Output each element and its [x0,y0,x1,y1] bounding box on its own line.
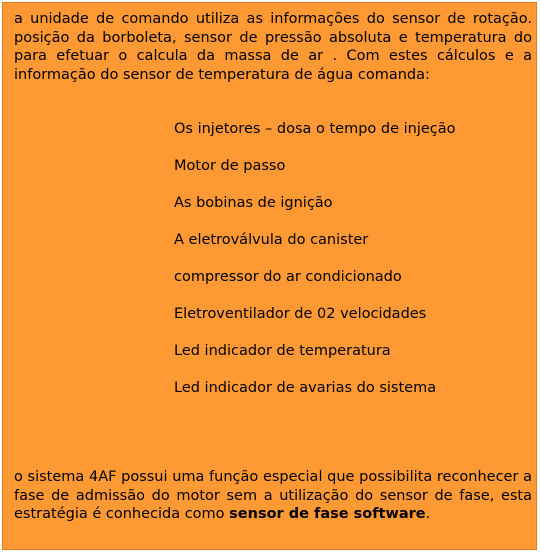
commanded-items-list [174,119,456,415]
list-item: Motor de passo [174,158,286,174]
closing-text: o sistema 4AF possui uma função especial que possibilita reconhecer a fase de admissão do motor sem a utilização do sensor de fase, esta estratégia é conhecida como [14,469,532,522]
list-item: Os injetores – dosa o tempo de injeção [174,121,456,137]
intro-paragraph: a unidade de comando utiliza as informações do sensor de rotação. posição da borboleta, sensor de pressão absoluta e temperatura do para efetuar o calcula da massa de ar . Com estes cálculos e a informação do sensor de temperatura de água comanda: [14,11,532,83]
list-item: compressor do ar condicionado [174,269,402,285]
list-item: Led indicador de avarias do sistema [174,380,437,396]
list-item: A eletroválvula do canister [174,232,369,248]
text-box [2,2,537,550]
emphasized-term: sensor de fase software [229,506,426,522]
list-item: Led indicador de temperatura [174,343,391,359]
closing-period: . [425,506,431,522]
closing-paragraph [14,468,532,524]
list-item: Eletroventilador de 02 velocidades [174,306,427,322]
list-item: As bobinas de ignição [174,195,333,211]
